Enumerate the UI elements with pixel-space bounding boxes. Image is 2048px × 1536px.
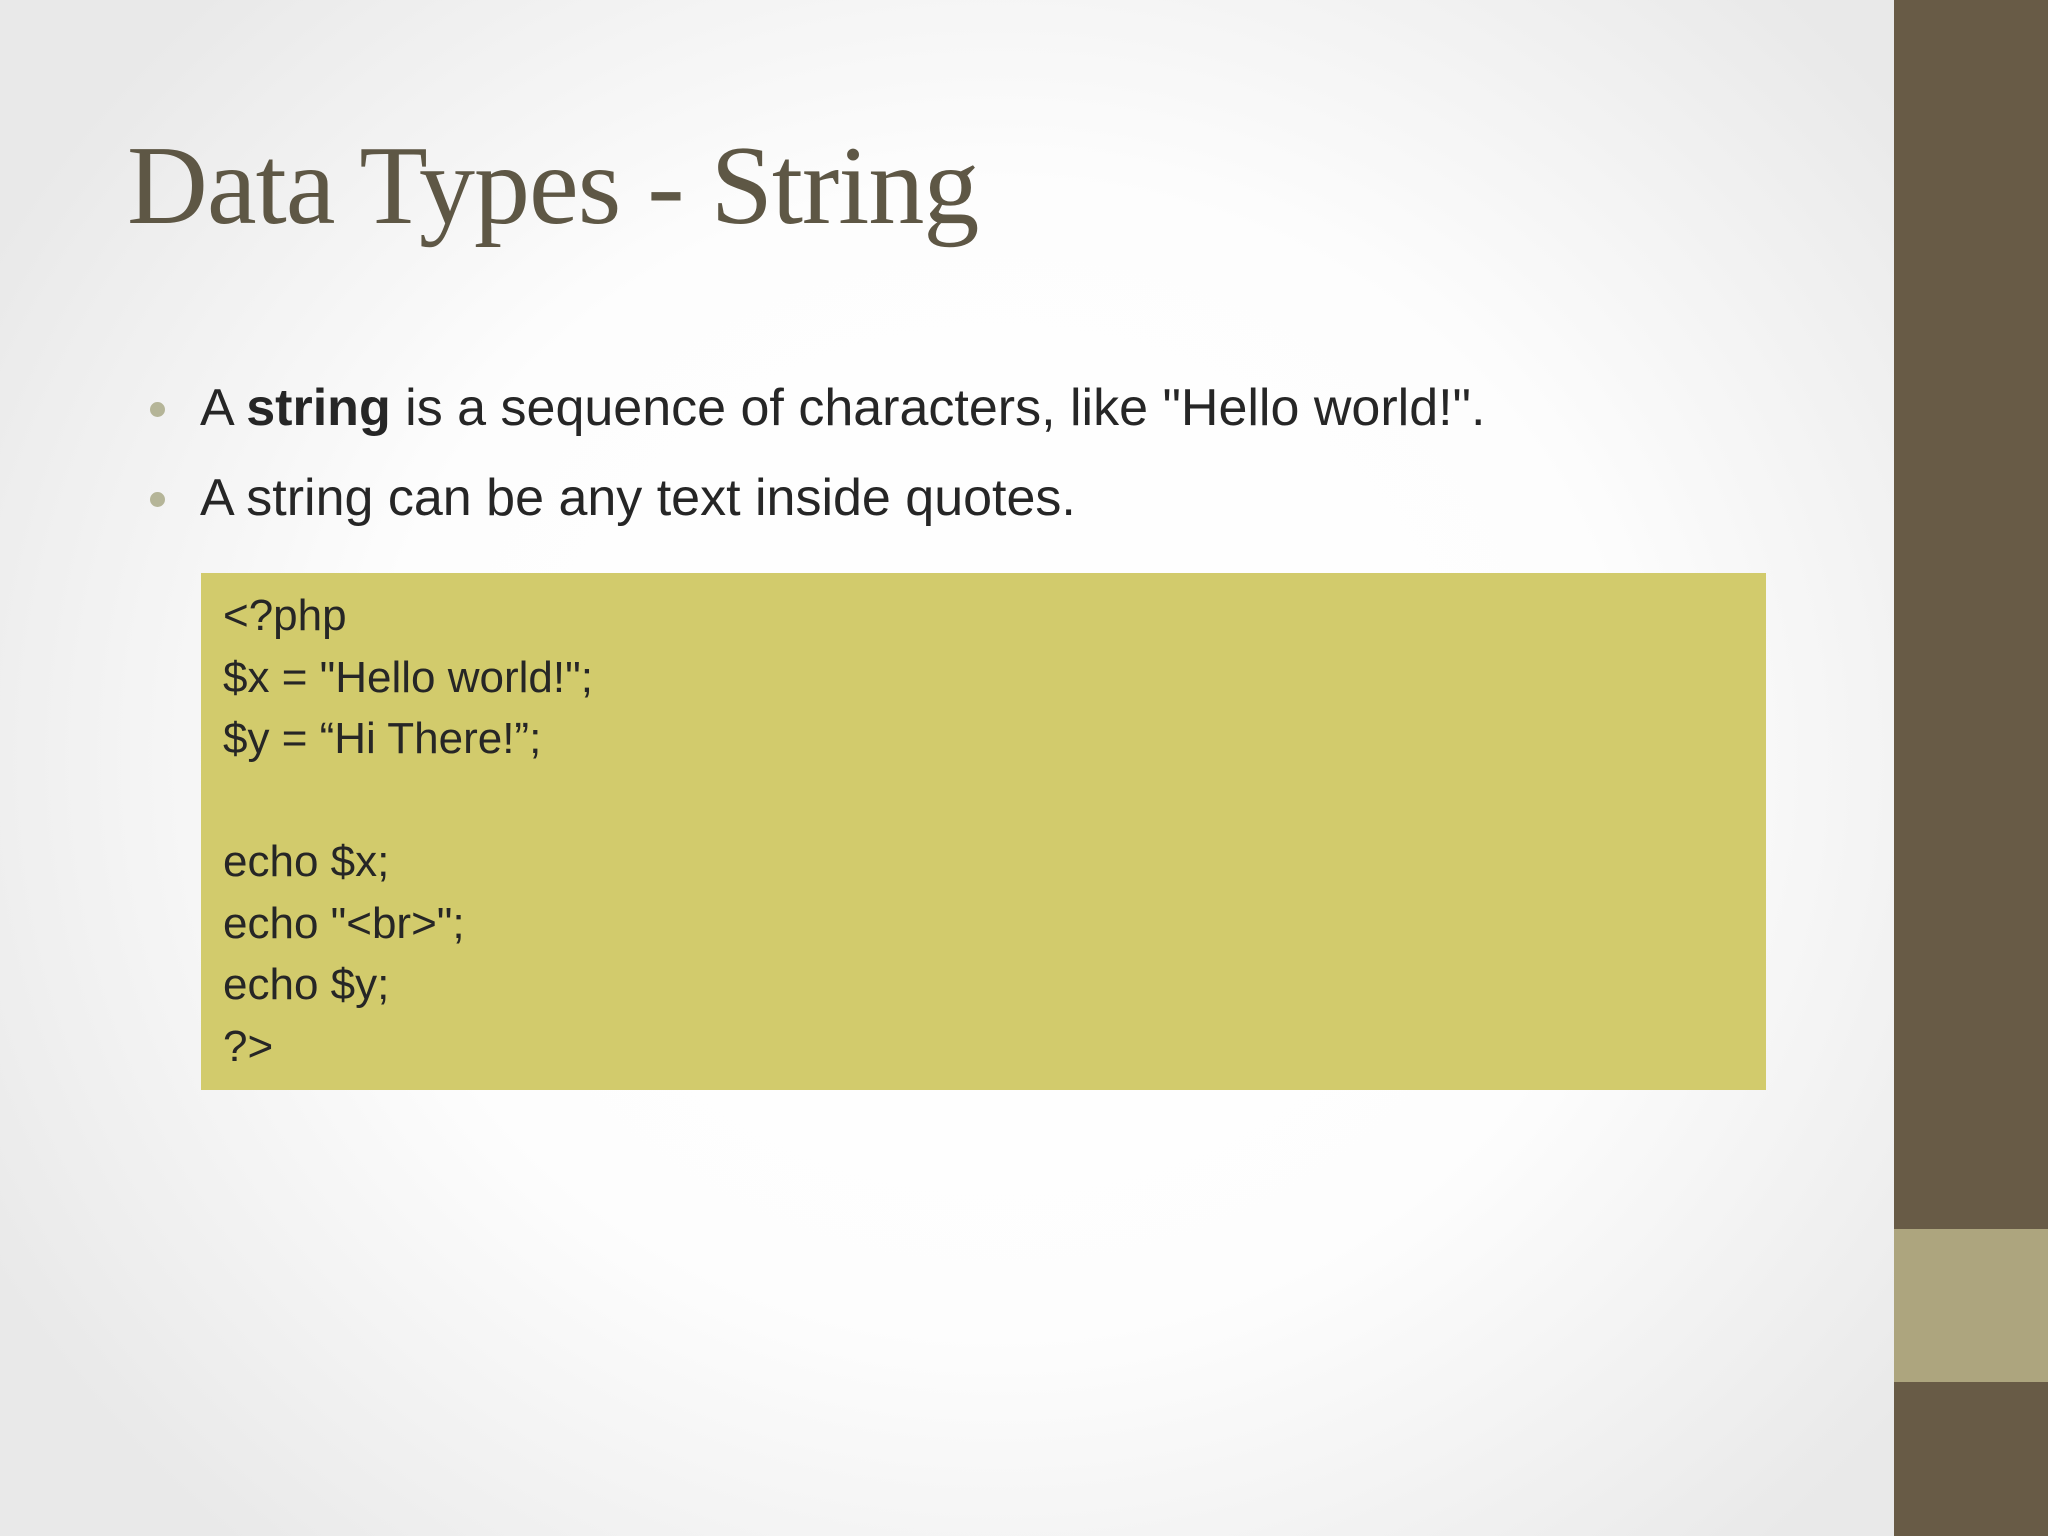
- bullet-list: [146, 370, 1485, 550]
- code-line: echo $y;: [223, 960, 390, 1009]
- code-line: <?php: [223, 591, 347, 640]
- bullet-dot-icon: [150, 402, 165, 417]
- bullet-item: [146, 370, 1485, 460]
- bullet-item: [146, 460, 1485, 550]
- bullet-text: A string can be any text inside quotes.: [200, 469, 1076, 527]
- decorative-sidebar: [1894, 0, 2048, 1536]
- code-line: echo "<br>";: [223, 898, 465, 948]
- bullet-text-before: A: [200, 379, 247, 437]
- code-line: [223, 770, 593, 832]
- code-block: [201, 573, 1766, 1090]
- code-line: $x = "Hello world!";: [223, 652, 593, 702]
- code-line: ?>: [223, 1021, 274, 1071]
- bullet-dot-icon: [150, 492, 165, 507]
- sidebar-light-segment: [1894, 1229, 2048, 1382]
- code-line: echo $x;: [223, 837, 390, 886]
- slide-title: Data Types - String: [127, 124, 979, 248]
- sidebar-dark-segment: [1894, 1382, 2048, 1536]
- bullet-text-bold: string: [246, 379, 391, 437]
- code-lines: [223, 585, 593, 1077]
- code-line: $y = “Hi There!”;: [223, 714, 542, 763]
- sidebar-dark-segment: [1894, 0, 2048, 1229]
- bullet-text-after: is a sequence of characters, like "Hello world!".: [390, 379, 1486, 437]
